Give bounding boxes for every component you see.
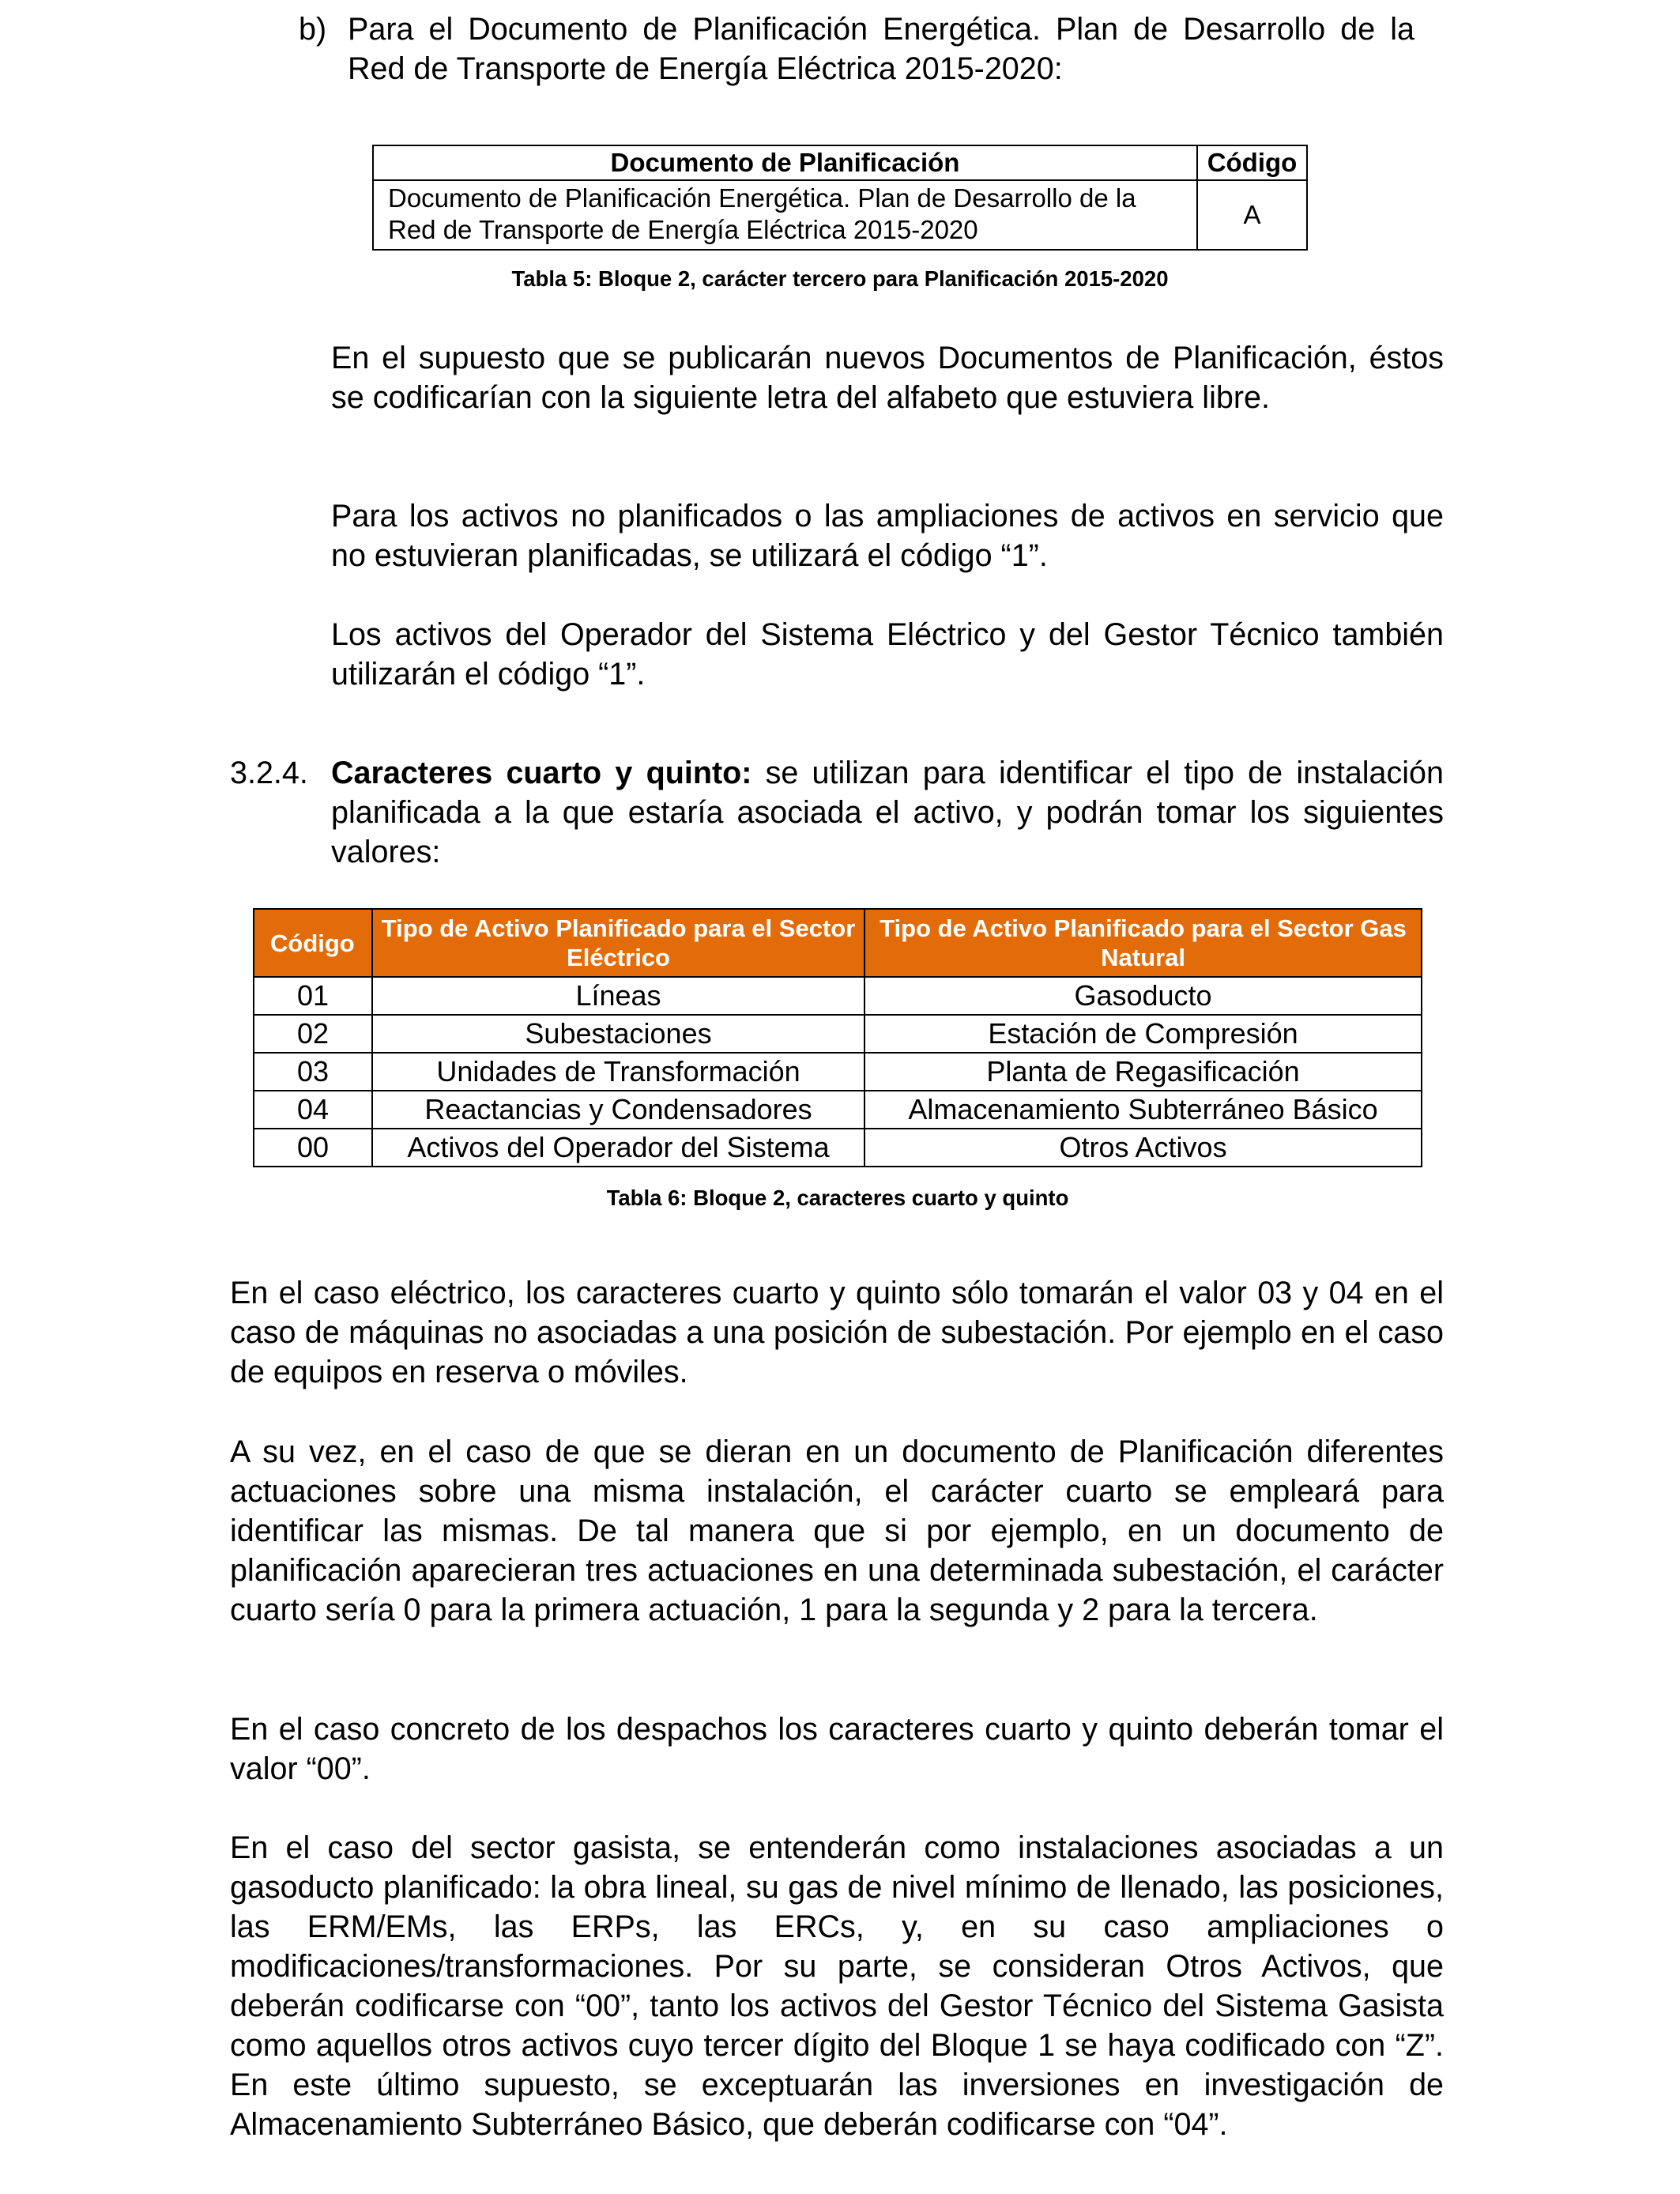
table-row bbox=[254, 1129, 1422, 1167]
table-row bbox=[254, 977, 1422, 1015]
paragraph-electric-case: En el caso eléctrico, los caracteres cuarto y quinto sólo tomarán el valor 03 y 04 en el caso de máquinas no asociadas a una posición de subestación. Por ejemplo en el caso de equipos en reserva o móviles. bbox=[230, 1276, 1444, 1389]
table-6-code: 02 bbox=[254, 1015, 372, 1053]
table-6-gas: Almacenamiento Subterráneo Básico bbox=[864, 1091, 1422, 1129]
table-6-header-electric: Tipo de Activo Planificado para el Sector Eléctrico bbox=[372, 909, 864, 977]
table-5-cell-code: A bbox=[1197, 180, 1307, 250]
table-6-electric: Subestaciones bbox=[372, 1015, 864, 1053]
table-6-caption: Tabla 6: Bloque 2, caracteres cuarto y quinto bbox=[606, 1186, 1069, 1210]
item-b-marker: b) bbox=[299, 12, 327, 47]
table-5 bbox=[372, 145, 1308, 251]
table-5-header-code: Código bbox=[1197, 145, 1307, 180]
table-5-caption: Tabla 5: Bloque 2, carácter tercero para Planificación 2015-2020 bbox=[511, 266, 1169, 291]
table-row bbox=[254, 1091, 1422, 1129]
table-6-electric: Activos del Operador del Sistema bbox=[372, 1129, 864, 1167]
table-6-electric: Líneas bbox=[372, 977, 864, 1015]
paragraph-multiple-actions: A su vez, en el caso de que se dieran en un documento de Planificación diferentes actuaciones sobre una misma instalación, el carácter cuarto se empleará para identificar las mismas. De tal manera que si por ejemplo, en un documento de planificación aparecieran tres actuaciones en una determinada subestación, el carácter cuarto sería 0 para la primera actuación, 1 para la segunda y 2 para la tercera. bbox=[230, 1434, 1444, 1627]
table-6-code: 03 bbox=[254, 1053, 372, 1091]
section-title: Caracteres cuarto y quinto: bbox=[331, 756, 752, 790]
table-row bbox=[373, 180, 1307, 250]
table-5-cell-doc: Documento de Planificación Energética. Plan de Desarrollo de la Red de Transporte de Energía Eléctrica 2015-2020 bbox=[373, 180, 1197, 250]
table-6-gas: Estación de Compresión bbox=[864, 1015, 1422, 1053]
table-6-gas: Planta de Regasificación bbox=[864, 1053, 1422, 1091]
table-6-gas: Otros Activos bbox=[864, 1129, 1422, 1167]
item-b-text: Para el Documento de Planificación Energética. Plan de Desarrollo de la Red de Transporte de Energía Eléctrica 2015-2020: bbox=[348, 12, 1414, 86]
table-6 bbox=[253, 908, 1422, 1167]
table-6-code: 04 bbox=[254, 1091, 372, 1129]
table-5-header-row bbox=[373, 145, 1307, 180]
paragraph-unplanned-assets: Para los activos no planificados o las ampliaciones de activos en servicio que no estuvieran planificadas, se utilizará el código “1”. bbox=[331, 499, 1444, 573]
table-5-header-doc: Documento de Planificación bbox=[373, 145, 1197, 180]
paragraph-new-documents: En el supuesto que se publicarán nuevos Documentos de Planificación, éstos se codificarían con la siguiente letra del alfabeto que estuviera libre. bbox=[331, 341, 1444, 415]
table-6-header-gas: Tipo de Activo Planificado para el Sector Gas Natural bbox=[864, 909, 1422, 977]
table-row bbox=[254, 1053, 1422, 1091]
table-6-code: 00 bbox=[254, 1129, 372, 1167]
table-6-code: 01 bbox=[254, 977, 372, 1015]
paragraph-operator-assets: Los activos del Operador del Sistema Eléctrico y del Gestor Técnico también utilizarán el código “1”. bbox=[331, 617, 1444, 692]
table-6-gas: Gasoducto bbox=[864, 977, 1422, 1015]
table-6-electric: Reactancias y Condensadores bbox=[372, 1091, 864, 1129]
paragraph-dispatches: En el caso concreto de los despachos los caracteres cuarto y quinto deberán tomar el valor “00”. bbox=[230, 1712, 1444, 1786]
section-body: se utilizan para identificar el tipo de instalación planificada a la que estaría asociada el activo, y podrán tomar los siguientes valores: bbox=[331, 756, 1444, 869]
section-text bbox=[331, 753, 1444, 872]
table-row bbox=[254, 1015, 1422, 1053]
section-number: 3.2.4. bbox=[230, 756, 308, 790]
table-6-electric: Unidades de Transformación bbox=[372, 1053, 864, 1091]
table-6-header-code: Código bbox=[254, 909, 372, 977]
table-6-header-row bbox=[254, 909, 1422, 977]
paragraph-gas-sector: En el caso del sector gasista, se entenderán como instalaciones asociadas a un gasoducto planificado: la obra lineal, su gas de nivel mínimo de llenado, las posiciones, las ERM/EMs, las ERPs, las ERCs, y, en su caso ampliaciones o modificaciones/transformaciones. Por su parte, se consideran Otros Activos, que deberán codificarse con “00”, tanto los activos del Gestor Técnico del Sistema Gasista como aquellos otros activos cuyo tercer dígito del Bloque 1 se haya codificado con “Z”. En este último supuesto, se exceptuarán las inversiones en investigación de Almacenamiento Subterráneo Básico, que deberán codificarse con “04”. bbox=[230, 1830, 1444, 2142]
